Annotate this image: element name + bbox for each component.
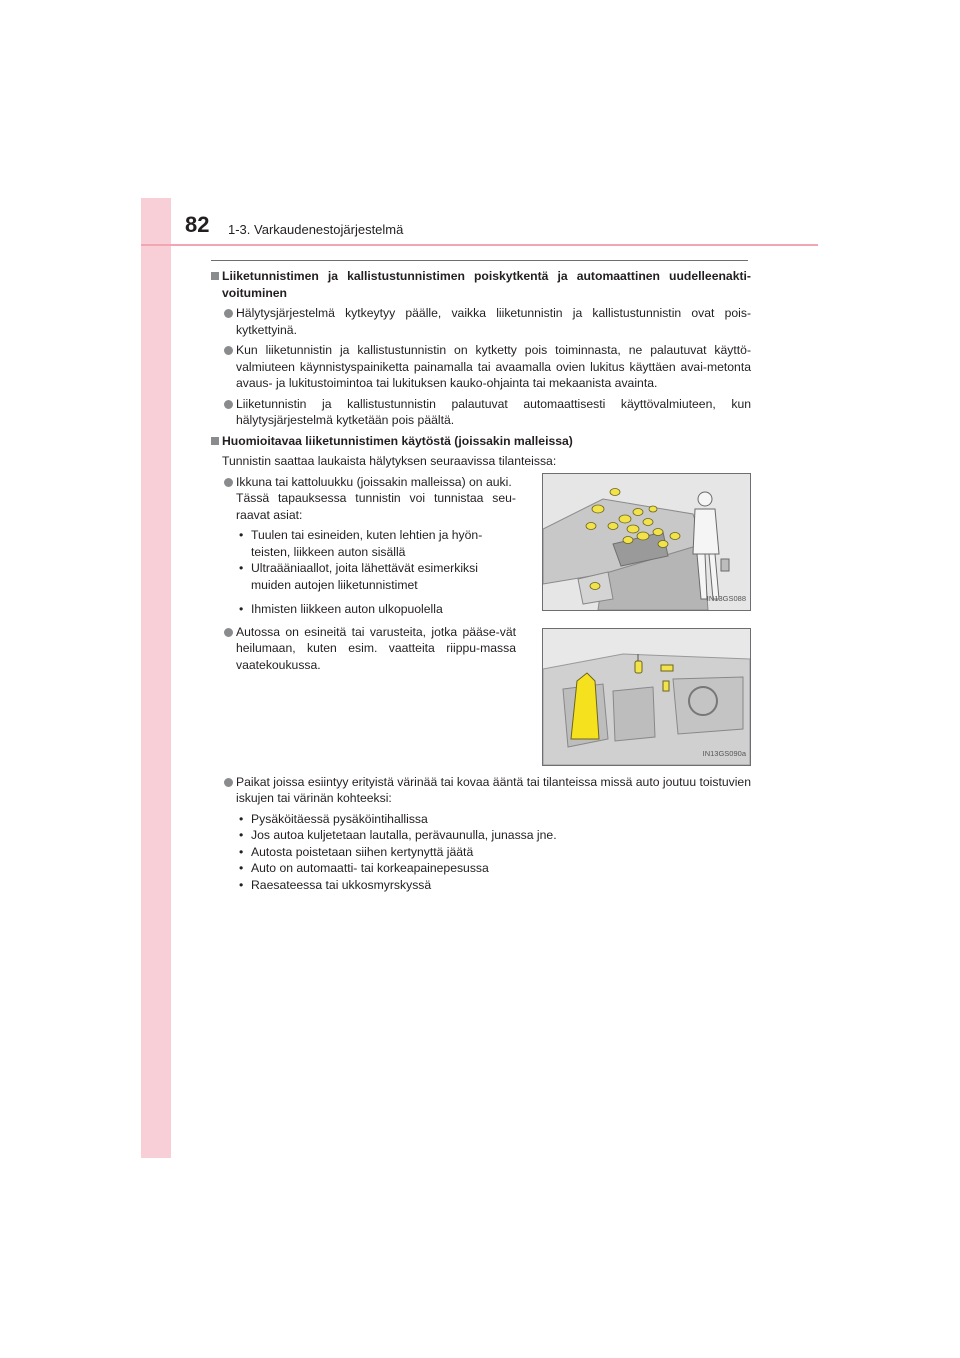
- car-sunroof-illustration: [543, 474, 750, 610]
- content: [211, 268, 751, 893]
- round-bullet-icon: [224, 400, 233, 409]
- sub-item: • Autosta poistetaan siihen kertynyttä jäätä: [239, 844, 474, 859]
- figure-sunroof-leaves: [542, 473, 751, 611]
- content-rule: [211, 260, 748, 261]
- figure-code: IN13GS088: [706, 594, 746, 603]
- figure-hanging-coat: [542, 628, 751, 766]
- sub-item: • Jos autoa kuljetetaan lautalla, perävaunulla, junassa jne.: [239, 828, 557, 842]
- page-sidebar-tab: [141, 198, 171, 1158]
- row-window-open: [211, 474, 751, 618]
- bullet-item: Hälytysjärjestelmä kytkeytyy päälle, vaikka liiketunnistin ja kallistustunnistin ovat pois-kytkettyinä.: [211, 305, 751, 338]
- bullet-item: Liiketunnistin ja kallistustunnistin palautuvat automaattisesti käyttövalmiuteen, kun hälytysjärjestelmä kytketään pois päältä.: [211, 396, 751, 429]
- header-rule: [141, 244, 818, 246]
- intro-text: Tunnistin saattaa laukaista hälytyksen seuraavissa tilanteissa:: [222, 454, 557, 468]
- row-hanging-items: [211, 624, 751, 766]
- bullet-item: Ikkuna tai kattoluukku (joissakin malleissa) on auki. Tässä tapauksessa tunnistin voi tunnistaa seu-raavat asiat:: [211, 474, 516, 524]
- bullet-item: Kun liiketunnistin ja kallistustunnistin on kytketty pois toiminnasta, ne palautuvat käyttö-valmiuteen käynnistyspainiketta painamalla tai avaamalla ovien lukitus käyttäen avai-metonta avaus- ja lukitustoimintoa tai lukituksen kauko-ohjainta tai mekaanista avainta.: [211, 342, 751, 392]
- section-title: 1-3. Varkaudenestojärjestelmä: [228, 222, 404, 237]
- round-bullet-icon: [224, 778, 233, 787]
- sub-item: • Auto on automaatti- tai korkeapainepesussa: [239, 861, 489, 875]
- sub-list: [211, 811, 751, 894]
- car-interior-illustration: [543, 629, 750, 765]
- round-bullet-icon: [224, 628, 233, 637]
- heading-sensor-deactivation: Liiketunnistimen ja kallistustunnistimen poiskytkentä ja automaattinen uudelleenakti-voituminen: [211, 268, 751, 301]
- header-band: [141, 198, 171, 244]
- round-bullet-icon: [224, 478, 233, 487]
- round-bullet-icon: [224, 346, 233, 355]
- sub-item: • Ultraääniaallot, joita lähettävät esimerkiksi muiden autojen liiketunnistimet: [239, 561, 478, 592]
- round-bullet-icon: [224, 309, 233, 318]
- sub-item: • Tuulen tai esineiden, kuten lehtien ja hyön-teisten, liikkeen auton sisällä: [239, 528, 483, 559]
- heading-motion-sensor-notes: Huomioitavaa liiketunnistimen käytöstä (joissakin malleissa): [211, 433, 751, 450]
- bullet-item: Autossa on esineitä tai varusteita, jotka pääse-vät heilumaan, kuten esim. vaatteita riippu-massa vaatekoukussa.: [211, 624, 516, 674]
- square-bullet-icon: [211, 272, 219, 280]
- bullet-item: Paikat joissa esiintyy erityistä värinää tai kovaa ääntä tai tilanteissa missä auto joutuu toistuvien iskujen tai värinän kohteeksi:: [211, 774, 751, 807]
- figure-code: IN13GS090a: [702, 749, 746, 758]
- page-number: 82: [185, 212, 210, 237]
- sub-item: • Raesateessa tai ukkosmyrskyssä: [239, 877, 432, 892]
- sub-item: • Ihmisten liikkeen auton ulkopuolella: [239, 602, 443, 616]
- sub-item: • Pysäköitäessä pysäköintihallissa: [239, 811, 428, 826]
- square-bullet-icon: [211, 437, 219, 445]
